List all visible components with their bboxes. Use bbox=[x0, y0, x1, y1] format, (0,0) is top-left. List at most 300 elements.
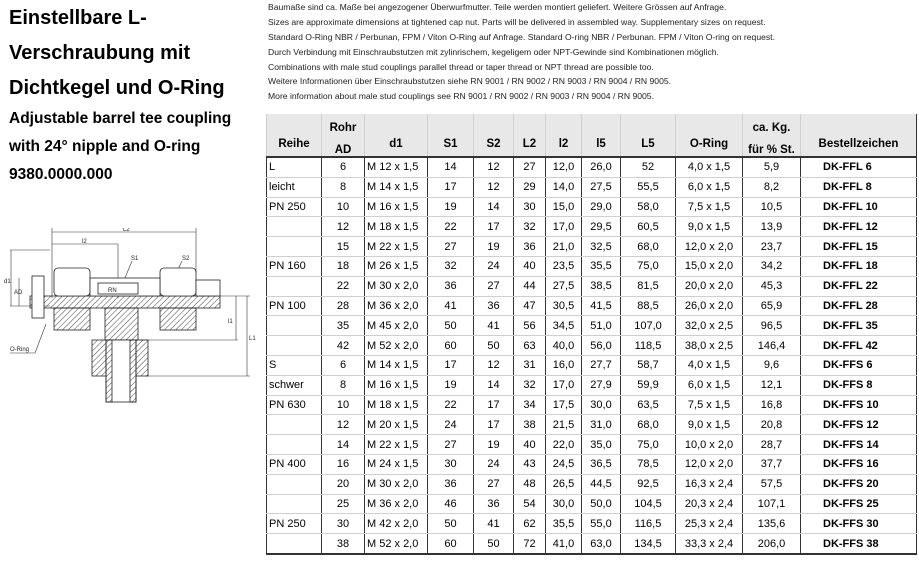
title-english-line: Adjustable barrel tee coupling bbox=[9, 110, 232, 127]
note-line: More information about male stud couplings see RN 9001 / RN 9002 / RN 9003 / RN 9004 / RN 9005. bbox=[268, 91, 654, 102]
cell-kg: 23,7 bbox=[743, 237, 801, 257]
cell-i5: 63,0 bbox=[582, 534, 621, 554]
cell-i2: 35,5 bbox=[546, 514, 582, 534]
cell-s2: 12 bbox=[474, 355, 514, 375]
cell-l5: 88,5 bbox=[621, 296, 676, 316]
header-s1: S1 bbox=[428, 114, 474, 157]
cell-l5: 92,5 bbox=[621, 474, 676, 494]
cell-i2: 24,5 bbox=[546, 454, 582, 474]
cell-i2: 21,0 bbox=[546, 237, 582, 257]
cell-d1: M 18 x 1,5 bbox=[365, 217, 428, 237]
cell-i5: 36,5 bbox=[582, 454, 621, 474]
cell-kg: 96,5 bbox=[743, 316, 801, 336]
cell-i2: 22,0 bbox=[546, 435, 582, 455]
note-line: Baumaße sind ca. Maße bei angezogener Überwurfmutter. Teile werden montiert geliefert. Weitere Grössen auf Anfrage. bbox=[268, 2, 727, 12]
table-row bbox=[267, 395, 917, 415]
cell-s1: 41 bbox=[428, 296, 474, 316]
cell-s1: 60 bbox=[428, 534, 474, 554]
cell-kg: 10,5 bbox=[743, 197, 801, 217]
cell-s2: 27 bbox=[474, 276, 514, 296]
table-row bbox=[267, 177, 917, 197]
cell-reihe bbox=[267, 435, 322, 455]
cell-kg: 135,6 bbox=[743, 514, 801, 534]
cell-d1: M 36 x 2,0 bbox=[365, 296, 428, 316]
note-line: Sizes are approximate dimensions at tightened cap nut. Parts will be delivered in assembled way. Supplementary sizes on request. bbox=[268, 16, 766, 27]
cell-s2: 41 bbox=[474, 316, 514, 336]
cell-kg: 146,4 bbox=[743, 336, 801, 356]
cell-code: DK-FFS 16 bbox=[801, 454, 917, 474]
cell-code: DK-FFS 6 bbox=[801, 355, 917, 375]
cell-i5: 38,5 bbox=[582, 276, 621, 296]
spec-table-body bbox=[267, 157, 917, 554]
cell-code: DK-FFL 35 bbox=[801, 316, 917, 336]
fitting-body bbox=[30, 268, 220, 402]
cell-d1: M 14 x 1,5 bbox=[365, 355, 428, 375]
cell-oring: 16,3 x 2,4 bbox=[676, 474, 743, 494]
cell-ad: 8 bbox=[322, 375, 365, 395]
cell-l2: 31 bbox=[514, 355, 546, 375]
cell-d1: M 16 x 1,5 bbox=[365, 375, 428, 395]
cell-ad: 15 bbox=[322, 237, 365, 257]
cell-kg: 206,0 bbox=[743, 534, 801, 554]
cell-reihe bbox=[267, 415, 322, 435]
cell-kg: 28,7 bbox=[743, 435, 801, 455]
cell-s1: 36 bbox=[428, 474, 474, 494]
cell-oring: 15,0 x 2,0 bbox=[676, 256, 743, 276]
cell-reihe bbox=[267, 474, 322, 494]
cell-code: DK-FFL 10 bbox=[801, 197, 917, 217]
cell-oring: 20,3 x 2,4 bbox=[676, 494, 743, 514]
cell-kg: 12,1 bbox=[743, 375, 801, 395]
cell-code: DK-FFL 42 bbox=[801, 336, 917, 356]
cell-l2: 36 bbox=[514, 237, 546, 257]
cell-i2: 30,0 bbox=[546, 494, 582, 514]
cell-code: DK-FFS 38 bbox=[801, 534, 917, 554]
cell-l2: 54 bbox=[514, 494, 546, 514]
cell-code: DK-FFS 30 bbox=[801, 514, 917, 534]
cell-s2: 17 bbox=[474, 395, 514, 415]
cell-s2: 36 bbox=[474, 296, 514, 316]
cell-reihe: PN 250 bbox=[267, 514, 322, 534]
cell-s1: 60 bbox=[428, 336, 474, 356]
cell-s2: 50 bbox=[474, 336, 514, 356]
cell-l5: 78,5 bbox=[621, 454, 676, 474]
cell-l5: 68,0 bbox=[621, 415, 676, 435]
cell-ad: 16 bbox=[322, 454, 365, 474]
header-kg: für % St. bbox=[743, 134, 801, 157]
cell-s2: 19 bbox=[474, 237, 514, 257]
cell-kg: 13,9 bbox=[743, 217, 801, 237]
cell-code: DK-FFL 6 bbox=[801, 157, 917, 177]
cell-kg: 65,9 bbox=[743, 296, 801, 316]
table-row bbox=[267, 336, 917, 356]
cell-i2: 16,0 bbox=[546, 355, 582, 375]
cell-kg: 107,1 bbox=[743, 494, 801, 514]
cell-i2: 30,5 bbox=[546, 296, 582, 316]
cell-reihe: PN 250 bbox=[267, 197, 322, 217]
cell-i5: 32,5 bbox=[582, 237, 621, 257]
cell-l5: 58,0 bbox=[621, 197, 676, 217]
cell-l2: 40 bbox=[514, 435, 546, 455]
cell-s1: 27 bbox=[428, 237, 474, 257]
cell-ad: 10 bbox=[322, 197, 365, 217]
note-line: Combinations with male stud couplings parallel thread or taper thread or NPT thread are possible too. bbox=[268, 61, 654, 72]
label-l1: l1 bbox=[228, 319, 233, 325]
cell-oring: 12,0 x 2,0 bbox=[676, 454, 743, 474]
cell-ad: 18 bbox=[322, 256, 365, 276]
cell-i5: 44,5 bbox=[582, 474, 621, 494]
cell-kg: 34,2 bbox=[743, 256, 801, 276]
cell-kg: 16,8 bbox=[743, 395, 801, 415]
cell-l5: 75,0 bbox=[621, 256, 676, 276]
cell-s2: 17 bbox=[474, 217, 514, 237]
cell-l2: 32 bbox=[514, 375, 546, 395]
cell-d1: M 22 x 1,5 bbox=[365, 237, 428, 257]
cell-kg: 8,2 bbox=[743, 177, 801, 197]
cell-l5: 134,5 bbox=[621, 534, 676, 554]
cell-reihe bbox=[267, 237, 322, 257]
cell-i5: 27,5 bbox=[582, 177, 621, 197]
cell-i2: 17,0 bbox=[546, 375, 582, 395]
cell-i2: 34,5 bbox=[546, 316, 582, 336]
header-d1: d1 bbox=[365, 114, 428, 157]
cell-l2: 32 bbox=[514, 217, 546, 237]
cell-l5: 118,5 bbox=[621, 336, 676, 356]
table-row bbox=[267, 454, 917, 474]
header-i5: l5 bbox=[582, 114, 621, 157]
cell-d1: M 12 x 1,5 bbox=[365, 157, 428, 177]
cell-l2: 48 bbox=[514, 474, 546, 494]
cell-l2: 44 bbox=[514, 276, 546, 296]
header-reihe: Reihe bbox=[267, 114, 322, 157]
cell-i5: 55,0 bbox=[582, 514, 621, 534]
cell-oring: 4,0 x 1,5 bbox=[676, 355, 743, 375]
cell-l2: 72 bbox=[514, 534, 546, 554]
cell-d1: M 26 x 1,5 bbox=[365, 256, 428, 276]
cell-i5: 50,0 bbox=[582, 494, 621, 514]
label-AD: AD bbox=[14, 290, 23, 296]
title-de-line: Einstellbare L- bbox=[9, 7, 147, 29]
cell-l2: 34 bbox=[514, 395, 546, 415]
cell-reihe: L bbox=[267, 157, 322, 177]
table-row bbox=[267, 415, 917, 435]
cell-i2: 40,0 bbox=[546, 336, 582, 356]
cell-d1: M 45 x 2,0 bbox=[365, 316, 428, 336]
cell-s2: 36 bbox=[474, 494, 514, 514]
title-block bbox=[9, 0, 259, 189]
cell-i5: 51,0 bbox=[582, 316, 621, 336]
cell-code: DK-FFS 14 bbox=[801, 435, 917, 455]
cell-l5: 107,0 bbox=[621, 316, 676, 336]
cell-s2: 12 bbox=[474, 177, 514, 197]
table-row bbox=[267, 474, 917, 494]
cell-s1: 46 bbox=[428, 494, 474, 514]
label-oring: O-Ring bbox=[10, 347, 30, 353]
cell-s1: 50 bbox=[428, 316, 474, 336]
cell-l2: 62 bbox=[514, 514, 546, 534]
cell-oring: 12,0 x 2,0 bbox=[676, 237, 743, 257]
header-ad-top: Rohr bbox=[322, 114, 365, 134]
cell-s2: 24 bbox=[474, 256, 514, 276]
cell-oring: 9,0 x 1,5 bbox=[676, 217, 743, 237]
cell-oring: 6,0 x 1,5 bbox=[676, 375, 743, 395]
cell-i5: 29,5 bbox=[582, 217, 621, 237]
header-ad: AD bbox=[322, 134, 365, 157]
cell-kg: 37,7 bbox=[743, 454, 801, 474]
cell-l5: 68,0 bbox=[621, 237, 676, 257]
cell-l2: 29 bbox=[514, 177, 546, 197]
note-line: Standard O-Ring NBR / Perbunan, FPM / Viton O-Ring auf Anfrage. Standard O-ring NBR / Perbunan. FPM / Viton O-ring on request. bbox=[268, 31, 775, 42]
cell-code: DK-FFL 22 bbox=[801, 276, 917, 296]
cell-d1: M 14 x 1,5 bbox=[365, 177, 428, 197]
cell-oring: 33,3 x 2,4 bbox=[676, 534, 743, 554]
cell-i5: 27,7 bbox=[582, 355, 621, 375]
cell-reihe bbox=[267, 336, 322, 356]
cell-oring: 25,3 x 2,4 bbox=[676, 514, 743, 534]
cell-d1: M 22 x 1,5 bbox=[365, 435, 428, 455]
cell-reihe bbox=[267, 276, 322, 296]
header-i2: l2 bbox=[546, 114, 582, 157]
header-s2: S2 bbox=[474, 114, 514, 157]
cell-d1: M 42 x 2,0 bbox=[365, 514, 428, 534]
cell-s2: 14 bbox=[474, 197, 514, 217]
cell-d1: M 16 x 1,5 bbox=[365, 197, 428, 217]
table-row bbox=[267, 237, 917, 257]
cell-ad: 6 bbox=[322, 355, 365, 375]
cell-i2: 23,5 bbox=[546, 256, 582, 276]
cell-kg: 9,6 bbox=[743, 355, 801, 375]
cell-l5: 59,9 bbox=[621, 375, 676, 395]
header-oring: O-Ring bbox=[676, 114, 743, 157]
cell-i5: 56,0 bbox=[582, 336, 621, 356]
cell-code: DK-FFL 18 bbox=[801, 256, 917, 276]
cell-i5: 29,0 bbox=[582, 197, 621, 217]
cell-i5: 31,0 bbox=[582, 415, 621, 435]
cell-l2: 47 bbox=[514, 296, 546, 316]
cell-d1: M 36 x 2,0 bbox=[365, 494, 428, 514]
cell-ad: 28 bbox=[322, 296, 365, 316]
table-row bbox=[267, 514, 917, 534]
cell-s1: 36 bbox=[428, 276, 474, 296]
label-d1: d1 bbox=[4, 279, 11, 285]
cell-s2: 14 bbox=[474, 375, 514, 395]
cell-s1: 27 bbox=[428, 435, 474, 455]
cell-s2: 27 bbox=[474, 474, 514, 494]
cell-l2: 43 bbox=[514, 454, 546, 474]
cell-reihe bbox=[267, 217, 322, 237]
cell-kg: 20,8 bbox=[743, 415, 801, 435]
table-row bbox=[267, 316, 917, 336]
cell-oring: 7,5 x 1,5 bbox=[676, 197, 743, 217]
cell-s1: 19 bbox=[428, 197, 474, 217]
cell-code: DK-FFL 8 bbox=[801, 177, 917, 197]
cell-code: DK-FFS 25 bbox=[801, 494, 917, 514]
cell-i2: 17,0 bbox=[546, 217, 582, 237]
cell-oring: 26,0 x 2,0 bbox=[676, 296, 743, 316]
cell-s2: 12 bbox=[474, 157, 514, 177]
cell-i2: 21,5 bbox=[546, 415, 582, 435]
cell-oring: 7,5 x 1,5 bbox=[676, 395, 743, 415]
cell-s2: 41 bbox=[474, 514, 514, 534]
table-row bbox=[267, 534, 917, 554]
cell-code: DK-FFS 12 bbox=[801, 415, 917, 435]
cell-d1: M 24 x 1,5 bbox=[365, 454, 428, 474]
cell-ad: 6 bbox=[322, 157, 365, 177]
cell-s1: 22 bbox=[428, 217, 474, 237]
cell-oring: 10,0 x 2,0 bbox=[676, 435, 743, 455]
cell-i5: 27,9 bbox=[582, 375, 621, 395]
cell-s1: 17 bbox=[428, 177, 474, 197]
cell-l2: 27 bbox=[514, 157, 546, 177]
cell-ad: 35 bbox=[322, 316, 365, 336]
cell-ad: 12 bbox=[322, 217, 365, 237]
cell-i5: 35,0 bbox=[582, 435, 621, 455]
cell-i2: 27,5 bbox=[546, 276, 582, 296]
cell-d1: M 30 x 2,0 bbox=[365, 276, 428, 296]
cell-s1: 22 bbox=[428, 395, 474, 415]
cell-oring: 6,0 x 1,5 bbox=[676, 177, 743, 197]
table-row bbox=[267, 355, 917, 375]
cell-i2: 12,0 bbox=[546, 157, 582, 177]
cell-i2: 26,5 bbox=[546, 474, 582, 494]
table-row bbox=[267, 494, 917, 514]
cell-s1: 30 bbox=[428, 454, 474, 474]
cell-reihe bbox=[267, 316, 322, 336]
cell-oring: 20,0 x 2,0 bbox=[676, 276, 743, 296]
cell-i2: 17,5 bbox=[546, 395, 582, 415]
cell-ad: 30 bbox=[322, 514, 365, 534]
cell-reihe bbox=[267, 534, 322, 554]
cell-i2: 15,0 bbox=[546, 197, 582, 217]
cell-code: DK-FFS 8 bbox=[801, 375, 917, 395]
cell-code: DK-FFL 15 bbox=[801, 237, 917, 257]
cell-kg: 5,9 bbox=[743, 157, 801, 177]
note-line: Durch Verbindung mit Einschraubstutzen mit zylinrischem, kegeligem oder NPT-Gewinde sind Kombinationen möglich. bbox=[268, 46, 719, 57]
cell-l5: 81,5 bbox=[621, 276, 676, 296]
table-row bbox=[267, 157, 917, 177]
cell-ad: 20 bbox=[322, 474, 365, 494]
cell-s2: 19 bbox=[474, 435, 514, 455]
cell-l5: 104,5 bbox=[621, 494, 676, 514]
article-number: 9380.0000.000 bbox=[9, 166, 113, 183]
cell-l2: 63 bbox=[514, 336, 546, 356]
header-kg-top: ca. Kg. bbox=[743, 114, 801, 134]
cell-ad: 14 bbox=[322, 435, 365, 455]
cell-reihe: PN 630 bbox=[267, 395, 322, 415]
cell-ad: 38 bbox=[322, 534, 365, 554]
cell-l5: 55,5 bbox=[621, 177, 676, 197]
cell-l5: 58,7 bbox=[621, 355, 676, 375]
cell-i5: 35,5 bbox=[582, 256, 621, 276]
label-l2: l2 bbox=[82, 239, 87, 245]
cell-d1: M 52 x 2,0 bbox=[365, 336, 428, 356]
cell-i2: 14,0 bbox=[546, 177, 582, 197]
cell-s2: 24 bbox=[474, 454, 514, 474]
cell-i5: 41,5 bbox=[582, 296, 621, 316]
label-marking: RN bbox=[108, 288, 117, 294]
label-L1: L1 bbox=[249, 336, 256, 342]
cell-s1: 24 bbox=[428, 415, 474, 435]
cell-l5: 60,5 bbox=[621, 217, 676, 237]
notes-block bbox=[268, 0, 918, 104]
title-german bbox=[9, 0, 259, 105]
label-S1: S1 bbox=[131, 256, 139, 262]
cell-d1: M 18 x 1,5 bbox=[365, 395, 428, 415]
table-row bbox=[267, 256, 917, 276]
header-l2: L2 bbox=[514, 114, 546, 157]
cell-l5: 75,0 bbox=[621, 435, 676, 455]
cell-i5: 26,0 bbox=[582, 157, 621, 177]
cell-code: DK-FFL 28 bbox=[801, 296, 917, 316]
cell-s1: 50 bbox=[428, 514, 474, 534]
label-L2: L2 bbox=[123, 228, 130, 233]
cell-s1: 32 bbox=[428, 256, 474, 276]
cell-l2: 56 bbox=[514, 316, 546, 336]
cell-reihe: PN 400 bbox=[267, 454, 322, 474]
cell-reihe bbox=[267, 494, 322, 514]
cell-ad: 25 bbox=[322, 494, 365, 514]
table-row bbox=[267, 276, 917, 296]
cell-code: DK-FFS 10 bbox=[801, 395, 917, 415]
table-row bbox=[267, 375, 917, 395]
technical-drawing bbox=[0, 228, 260, 428]
label-S2: S2 bbox=[182, 256, 190, 262]
cell-d1: M 20 x 1,5 bbox=[365, 415, 428, 435]
note-line: Weitere Informationen über Einschraubstutzen siehe RN 9001 / RN 9002 / RN 9003 / RN 9004 / RN 9005. bbox=[268, 76, 672, 87]
cell-oring: 9,0 x 1,5 bbox=[676, 415, 743, 435]
cell-ad: 42 bbox=[322, 336, 365, 356]
cell-d1: M 30 x 2,0 bbox=[365, 474, 428, 494]
cell-reihe: schwer bbox=[267, 375, 322, 395]
header-code: Bestellzeichen bbox=[801, 114, 917, 157]
cell-s2: 17 bbox=[474, 415, 514, 435]
cell-s1: 14 bbox=[428, 157, 474, 177]
cell-ad: 10 bbox=[322, 395, 365, 415]
cell-reihe: leicht bbox=[267, 177, 322, 197]
table-row bbox=[267, 435, 917, 455]
cell-oring: 4,0 x 1,5 bbox=[676, 157, 743, 177]
title-de-line: Verschraubung mit bbox=[9, 42, 191, 64]
cell-i2: 41,0 bbox=[546, 534, 582, 554]
cell-i5: 30,0 bbox=[582, 395, 621, 415]
spec-table bbox=[266, 114, 917, 555]
cell-oring: 38,0 x 2,5 bbox=[676, 336, 743, 356]
cell-reihe: PN 100 bbox=[267, 296, 322, 316]
cell-s2: 50 bbox=[474, 534, 514, 554]
cell-code: DK-FFS 20 bbox=[801, 474, 917, 494]
cell-s1: 19 bbox=[428, 375, 474, 395]
cell-l5: 63,5 bbox=[621, 395, 676, 415]
cell-l2: 40 bbox=[514, 256, 546, 276]
cell-l2: 38 bbox=[514, 415, 546, 435]
cell-ad: 12 bbox=[322, 415, 365, 435]
cell-l5: 116,5 bbox=[621, 514, 676, 534]
header-l5: L5 bbox=[621, 114, 676, 157]
cell-ad: 22 bbox=[322, 276, 365, 296]
cell-reihe: S bbox=[267, 355, 322, 375]
title-de-line: Dichtkegel und O-Ring bbox=[9, 77, 225, 99]
cell-l2: 30 bbox=[514, 197, 546, 217]
cell-code: DK-FFL 12 bbox=[801, 217, 917, 237]
cell-ad: 8 bbox=[322, 177, 365, 197]
table-row bbox=[267, 217, 917, 237]
cell-d1: M 52 x 2,0 bbox=[365, 534, 428, 554]
table-row bbox=[267, 296, 917, 316]
table-row bbox=[267, 197, 917, 217]
cell-s1: 17 bbox=[428, 355, 474, 375]
cell-oring: 32,0 x 2,5 bbox=[676, 316, 743, 336]
title-english-line: with 24° nipple and O-ring bbox=[9, 138, 201, 155]
